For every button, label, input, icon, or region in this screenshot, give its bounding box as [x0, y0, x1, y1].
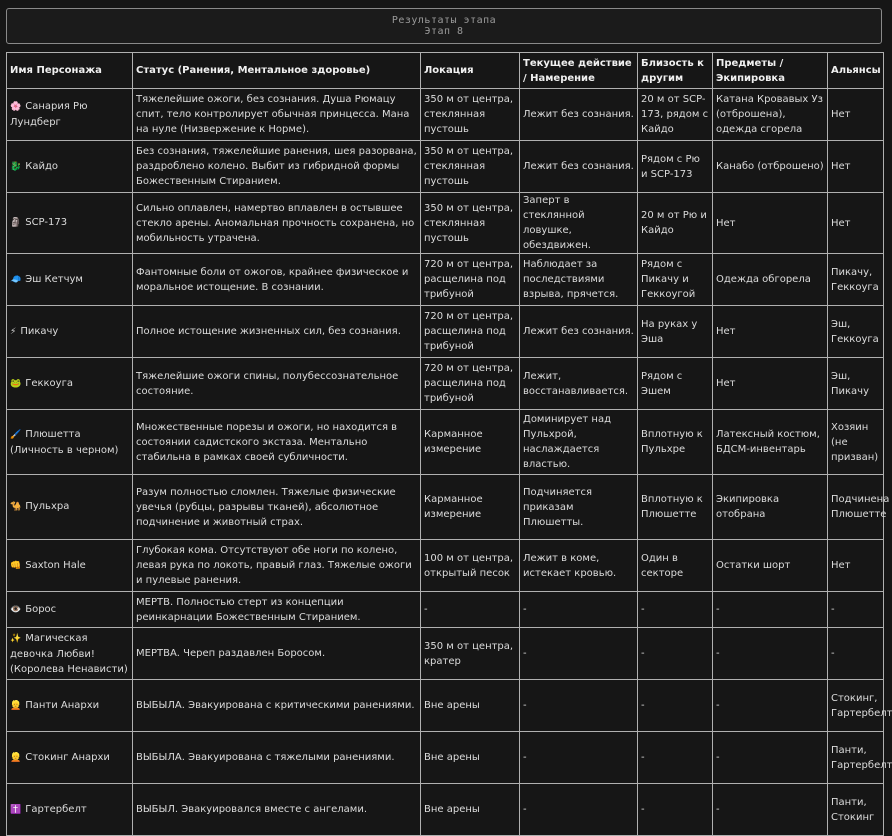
cell-location: 100 м от центра, открытый песок	[421, 540, 520, 592]
cell-location: 720 м от центра, расщелина под трибуной	[421, 306, 520, 358]
cross-icon: ✝️	[10, 804, 22, 815]
fist-icon: 👊	[10, 560, 22, 571]
cell-items: -	[713, 628, 828, 680]
character-name: Кайдо	[25, 160, 58, 172]
cell-status: Без сознания, тяжелейшие ранения, шея разорвана, раздроблено колено. Выбит из гибридной формы Божественным Стиранием.	[133, 141, 421, 193]
cell-items: Остатки шорт	[713, 540, 828, 592]
cell-location: 720 м от центра, расщелина под трибуной	[421, 358, 520, 410]
cell-alliances: Панти, Стокинг	[828, 784, 884, 836]
table-row	[7, 358, 884, 410]
cell-alliances: -	[828, 628, 884, 680]
cell-items: -	[713, 732, 828, 784]
blonde-person-icon: 👱	[10, 700, 22, 711]
cell-character-name	[7, 540, 133, 592]
column-header-location: Локация	[421, 53, 520, 89]
cell-action: Лежит без сознания.	[520, 89, 638, 141]
cell-status: ВЫБЫЛА. Эвакуирована с тяжелыми ранениями.	[133, 732, 421, 784]
cell-status: Тяжелейшие ожоги спины, полубессознательное состояние.	[133, 358, 421, 410]
cell-items: Нет	[713, 193, 828, 254]
cell-character-name	[7, 254, 133, 306]
character-name: Панти Анархи	[25, 699, 100, 711]
cell-items: -	[713, 592, 828, 628]
character-name: Плюшетта (Личность в черном)	[10, 428, 119, 456]
table-row	[7, 254, 884, 306]
cell-status: Глубокая кома. Отсутствуют обе ноги по колено, левая рука по локоть, правый глаз. Тяжелые ожоги и пулевые ранения.	[133, 540, 421, 592]
cell-proximity: 20 м от SCP-173, рядом с Кайдо	[638, 89, 713, 141]
cell-action: Лежит без сознания.	[520, 306, 638, 358]
eye-icon: 👁️	[10, 604, 22, 615]
cell-status: МЕРТВ. Полностью стерт из концепции реинкарнации Божественным Стиранием.	[133, 592, 421, 628]
cell-proximity: Вплотную к Пульхре	[638, 410, 713, 475]
cell-location: Карманное измерение	[421, 410, 520, 475]
cell-character-name	[7, 141, 133, 193]
cell-proximity: 20 м от Рю и Кайдо	[638, 193, 713, 254]
table-row	[7, 540, 884, 592]
cell-location: 350 м от центра, стеклянная пустошь	[421, 193, 520, 254]
cell-status: Множественные порезы и ожоги, но находится в состоянии садистского экстаза. Ментально стабильна в рамках своей субличности.	[133, 410, 421, 475]
cell-items: Одежда обгорела	[713, 254, 828, 306]
cell-character-name	[7, 732, 133, 784]
cell-proximity: -	[638, 592, 713, 628]
cell-items: -	[713, 784, 828, 836]
cell-character-name	[7, 784, 133, 836]
cell-action: -	[520, 680, 638, 732]
cell-location: Карманное измерение	[421, 475, 520, 540]
cell-action: Лежит, восстанавливается.	[520, 358, 638, 410]
cell-character-name	[7, 592, 133, 628]
sparkles-icon: ✨	[10, 633, 22, 644]
cell-items: Канабо (отброшено)	[713, 141, 828, 193]
cell-action: Доминирует над Пульхрой, наслаждается властью.	[520, 410, 638, 475]
cell-location: 350 м от центра, стеклянная пустошь	[421, 89, 520, 141]
cell-status: Тяжелейшие ожоги, без сознания. Душа Рюмацу спит, тело контролирует обычная принцесса. Мана на нуле (Низвержение к Норме).	[133, 89, 421, 141]
column-header-proximity: Близость к другим	[638, 53, 713, 89]
cell-proximity: Рядом с Пикачу и Геккоугой	[638, 254, 713, 306]
cell-status: ВЫБЫЛ. Эвакуировался вместе с ангелами.	[133, 784, 421, 836]
cell-alliances: Хозяин (не призван)	[828, 410, 884, 475]
column-header-name: Имя Персонажа	[7, 53, 133, 89]
cell-alliances: Подчинена Плюшетте	[828, 475, 884, 540]
cell-items: Нет	[713, 306, 828, 358]
column-header-alliances: Альянсы	[828, 53, 884, 89]
character-name: Санария Рю Лундберг	[10, 101, 88, 128]
character-name: Пульхра	[25, 501, 70, 512]
table-row	[7, 784, 884, 836]
cell-character-name	[7, 410, 133, 475]
cell-location: 350 м от центра, кратер	[421, 628, 520, 680]
cell-proximity: Один в секторе	[638, 540, 713, 592]
stage-subtitle: Этап 8	[424, 26, 464, 37]
cell-character-name	[7, 358, 133, 410]
cell-location: 350 м от центра, стеклянная пустошь	[421, 141, 520, 193]
table-row	[7, 475, 884, 540]
cell-proximity: На руках у Эша	[638, 306, 713, 358]
cell-alliances: Нет	[828, 141, 884, 193]
column-header-action: Текущее действие / Намерение	[520, 53, 638, 89]
character-name: Магическая девочка Любви! (Королева Ненависти)	[10, 632, 128, 675]
cell-character-name	[7, 89, 133, 141]
cell-action: -	[520, 784, 638, 836]
cell-location: 720 м от центра, расщелина под трибуной	[421, 254, 520, 306]
cell-items: Экипировка отобрана	[713, 475, 828, 540]
cell-proximity: -	[638, 680, 713, 732]
cell-character-name	[7, 628, 133, 680]
cell-action: Заперт в стеклянной ловушке, обездвижен.	[520, 193, 638, 254]
frog-icon: 🐸	[10, 378, 22, 389]
cell-status: ВЫБЫЛА. Эвакуирована с критическими ранениями.	[133, 680, 421, 732]
paintbrush-icon: 🖌️	[10, 429, 22, 440]
cell-action: Наблюдает за последствиями взрыва, прячется.	[520, 254, 638, 306]
cell-proximity: -	[638, 732, 713, 784]
cell-action: -	[520, 732, 638, 784]
cell-alliances: Нет	[828, 540, 884, 592]
cell-location: Вне арены	[421, 732, 520, 784]
cell-alliances: Эш, Геккоуга	[828, 306, 884, 358]
cell-character-name	[7, 680, 133, 732]
cell-action: Подчиняется приказам Плюшетты.	[520, 475, 638, 540]
cell-alliances: Пикачу, Геккоуга	[828, 254, 884, 306]
table-row	[7, 680, 884, 732]
table-row	[7, 732, 884, 784]
column-header-status: Статус (Ранения, Ментальное здоровье)	[133, 53, 421, 89]
cap-icon: 🧢	[10, 274, 22, 285]
cell-proximity: -	[638, 628, 713, 680]
table-row	[7, 306, 884, 358]
cell-alliances: Нет	[828, 89, 884, 141]
cell-alliances: Эш, Пикачу	[828, 358, 884, 410]
cell-proximity: Вплотную к Плюшетте	[638, 475, 713, 540]
character-name: Стокинг Анархи	[25, 751, 110, 763]
cell-location: Вне арены	[421, 784, 520, 836]
character-name: Пикачу	[20, 325, 59, 337]
character-name: Эш Кетчум	[25, 273, 83, 285]
cell-proximity: Рядом с Рю и SCP-173	[638, 141, 713, 193]
character-name: Гартербелт	[25, 803, 87, 815]
cell-proximity: -	[638, 784, 713, 836]
cell-alliances: Панти, Гартербелт	[828, 732, 884, 784]
dragon-icon: 🐉	[10, 161, 22, 172]
statue-icon: 🗿	[10, 218, 22, 228]
cell-alliances: -	[828, 592, 884, 628]
table-row	[7, 89, 884, 141]
cell-location: -	[421, 592, 520, 628]
table-row	[7, 410, 884, 475]
results-table	[6, 52, 892, 836]
cell-items: Нет	[713, 358, 828, 410]
stage-header	[6, 8, 882, 44]
cell-action: Лежит в коме, истекает кровью.	[520, 540, 638, 592]
cell-items: Катана Кровавых Уз (отброшена), одежда сгорела	[713, 89, 828, 141]
character-name: SCP-173	[25, 217, 68, 228]
cell-items: Латексный костюм, БДСМ-инвентарь	[713, 410, 828, 475]
character-name: Борос	[25, 603, 57, 615]
cell-character-name	[7, 306, 133, 358]
blonde-person-icon: 👱	[10, 752, 22, 763]
cell-location: Вне арены	[421, 680, 520, 732]
cell-status: Полное истощение жизненных сил, без сознания.	[133, 306, 421, 358]
cherry-blossom-icon: 🌸	[10, 102, 22, 112]
table-row	[7, 141, 884, 193]
cell-status: Разум полностью сломлен. Тяжелые физические увечья (рубцы, разрывы тканей), абсолютное подчинение и животный страх.	[133, 475, 421, 540]
cell-action: -	[520, 592, 638, 628]
cell-status: МЕРТВА. Череп раздавлен Боросом.	[133, 628, 421, 680]
table-body	[7, 89, 892, 836]
cell-items: -	[713, 680, 828, 732]
stage-title: Результаты этапа	[391, 15, 497, 26]
cell-action: -	[520, 628, 638, 680]
cell-character-name	[7, 193, 133, 254]
table-row	[7, 628, 884, 680]
cell-proximity: Рядом с Эшем	[638, 358, 713, 410]
character-name: Геккоуга	[25, 377, 73, 389]
cell-status: Фантомные боли от ожогов, крайнее физическое и моральное истощение. В сознании.	[133, 254, 421, 306]
cell-status: Сильно оплавлен, намертво вплавлен в остывшее стекло арены. Аномальная прочность сохранена, но мобильность утрачена.	[133, 193, 421, 254]
lightning-icon: ⚡	[10, 326, 17, 337]
column-header-items: Предметы / Экипировка	[713, 53, 828, 89]
cell-alliances: Стокинг, Гартербелт	[828, 680, 884, 732]
table-row	[7, 592, 884, 628]
table-header-row	[7, 53, 884, 89]
cell-action: Лежит без сознания.	[520, 141, 638, 193]
camel-icon: 🐪	[10, 502, 22, 512]
cell-character-name	[7, 475, 133, 540]
cell-alliances: Нет	[828, 193, 884, 254]
table-row	[7, 193, 884, 254]
character-name: Saxton Hale	[25, 559, 86, 571]
